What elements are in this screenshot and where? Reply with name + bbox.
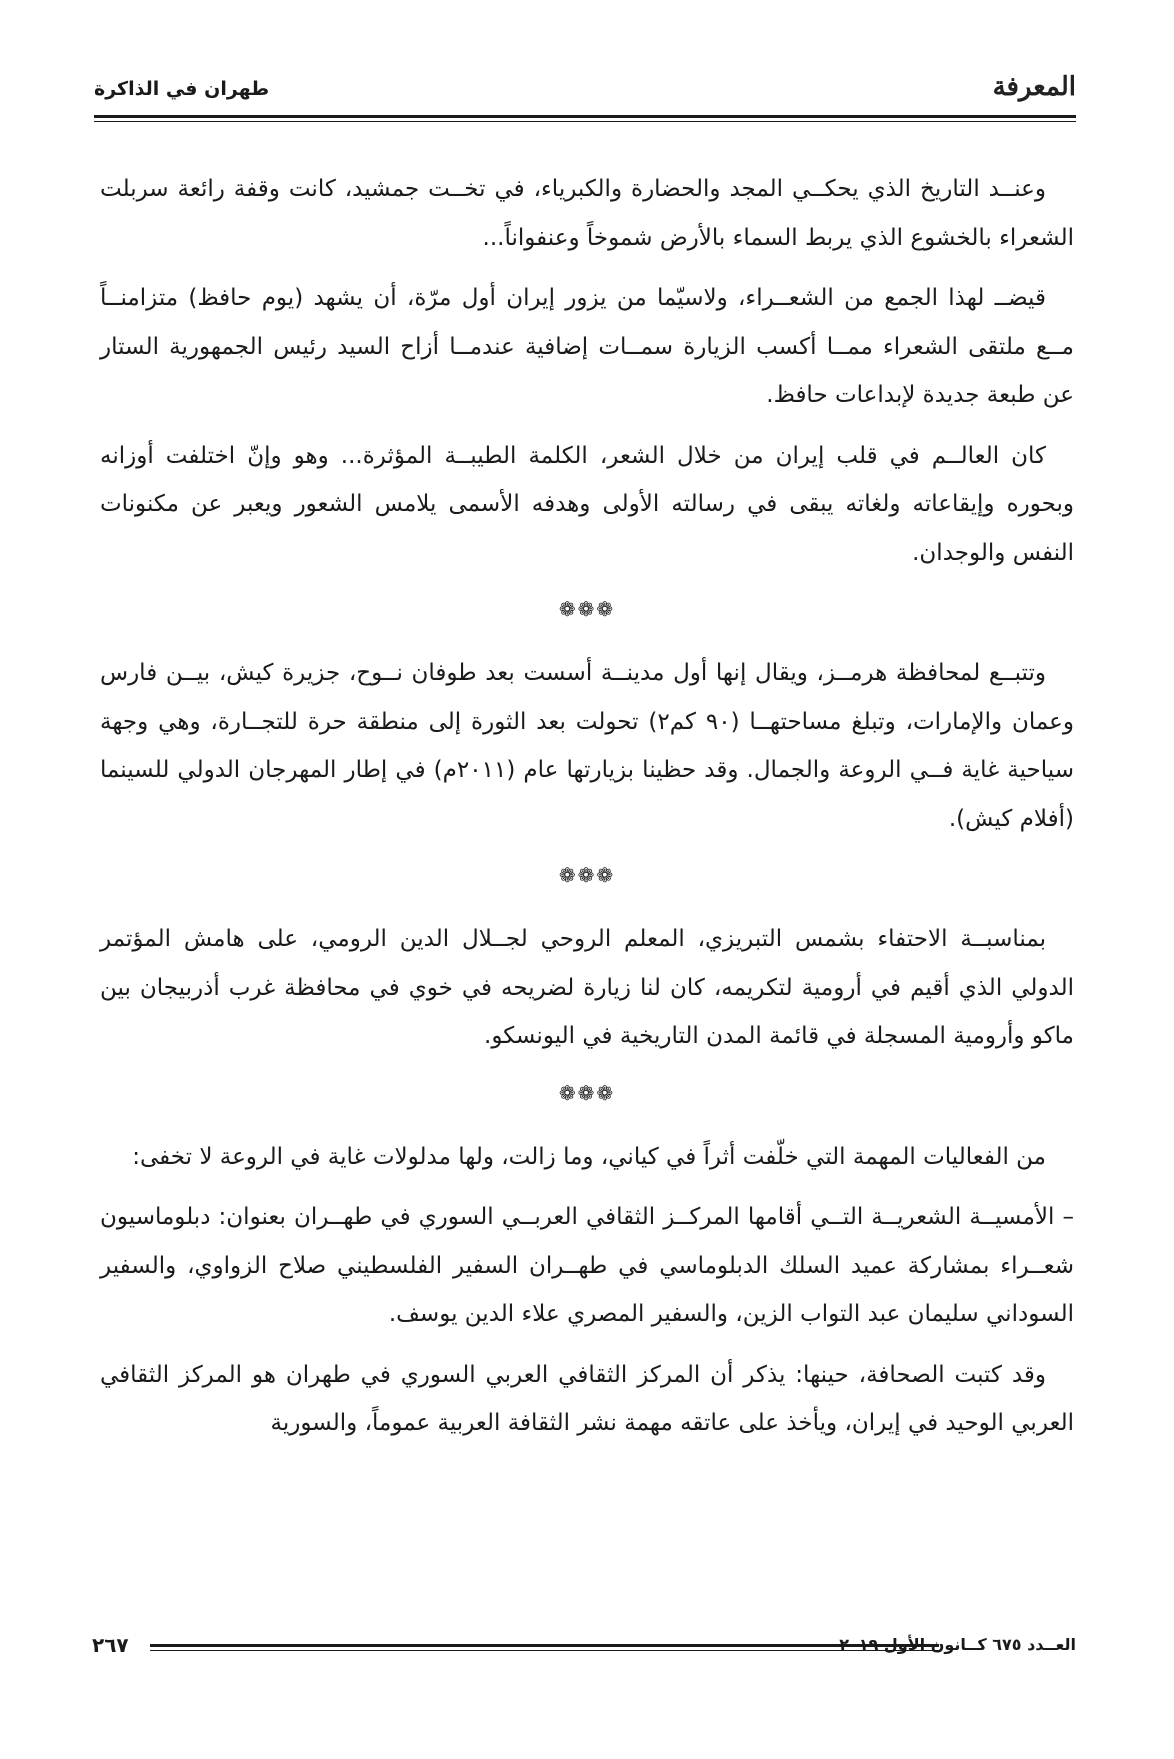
paragraph-4: وتتبــع لمحافظة هرمــز، ويقال إنها أول مدينــة أسست بعد طوفان نــوح، جزيرة كيش، بيــن فارس وعمان والإمارات، وتبلغ مساحتهــا (٩٠ كم٢) تحولت بعد الثورة إلى منطقة حرة للتجــارة، وهي وجهة سياحية غاية فــي الروعة والجمال. وقد حظينا بزيارتها عام (٢٠١١م) في إطار المهرجان الدولي للسينما (أفلام كيش). bbox=[100, 660, 1074, 832]
page-footer bbox=[92, 1635, 1076, 1665]
section-divider-ornament: ❁❁❁ bbox=[558, 863, 616, 887]
paragraph-2: قيضــ لهذا الجمع من الشعــراء، ولاسيّما من يزور إيران أول مرّة، أن يشهد (يوم حافظ) متزامنــاً مــع ملتقى الشعراء ممــا أكسب الزيارة سمــات إضافية عندمــا أزاح السيد رئيس الجمهورية الستار عن طبعة جديدة لإبداعات حافظ. bbox=[100, 285, 1074, 408]
paragraph-1: وعنــد التاريخ الذي يحكــي المجد والحضارة والكبرياء، في تخــت جمشيد، كانت وقفة رائعة سربلت الشعراء بالخشوع الذي يربط السماء بالأرض شموخاً وعنفواناً... bbox=[100, 176, 1074, 251]
issue-label: العــدد ٦٧٥ كــانون الأول ٢٠١٩ bbox=[839, 1635, 1076, 1654]
header-rule-thin bbox=[94, 121, 1076, 122]
paragraph-7: – الأمسيــة الشعريــة التــي أقامها المركــز الثقافي العربــي السوري في طهــران بعنوان: دبلوماسيون شعــراء بمشاركة عميد السلك الدبلوماسي في طهــران السفير الفلسطيني صلاح الزواوي، والسفير السوداني سليمان عبد التواب الزين، والسفير المصري علاء الدين يوسف. bbox=[100, 1204, 1074, 1327]
header-rule-thick bbox=[94, 115, 1076, 118]
page-header bbox=[94, 72, 1076, 112]
paragraph-6: من الفعاليات المهمة التي خلّفت أثراً في كياني، وما زالت، ولها مدلولات غاية في الروعة لا تخفى: bbox=[132, 1143, 1046, 1170]
magazine-logo: المعرفة bbox=[992, 72, 1076, 102]
article-body bbox=[100, 165, 1074, 1448]
paragraph-3: كان العالــم في قلب إيران من خلال الشعر، الكلمة الطيبــة المؤثرة... وهو وإنّ اختلفت أوزانه وبحوره وإيقاعاته ولغاته يبقى في رسالته الأولى وهدفه الأسمى يلامس الشعور ويعبر عن مكنونات النفس والوجدان. bbox=[100, 442, 1074, 566]
page-number: ٢٦٧ bbox=[92, 1633, 129, 1657]
section-title: طهران في الذاكرة bbox=[94, 78, 270, 100]
paragraph-8: وقد كتبت الصحافة، حينها: يذكر أن المركز الثقافي العربي السوري في طهران هو المركز الثقافي العربي الوحيد في إيران، ويأخذ على عاتقه مهمة نشر الثقافة العربية عموماً، والسورية bbox=[100, 1361, 1074, 1436]
section-divider-ornament: ❁❁❁ bbox=[558, 1080, 616, 1105]
paragraph-5: بمناسبــة الاحتفاء بشمس التبريزي، المعلم الروحي لجــلال الدين الرومي، على هامش المؤتمر الدولي الذي أقيم في أرومية لتكريمه، كان لنا زيارة لضريحه في خوي في محافظة غرب أذربيجان بين ماكو وأرومية المسجلة في قائمة المدن التاريخية في اليونسكو. bbox=[100, 926, 1074, 1049]
section-divider-ornament: ❁❁❁ bbox=[558, 597, 616, 621]
